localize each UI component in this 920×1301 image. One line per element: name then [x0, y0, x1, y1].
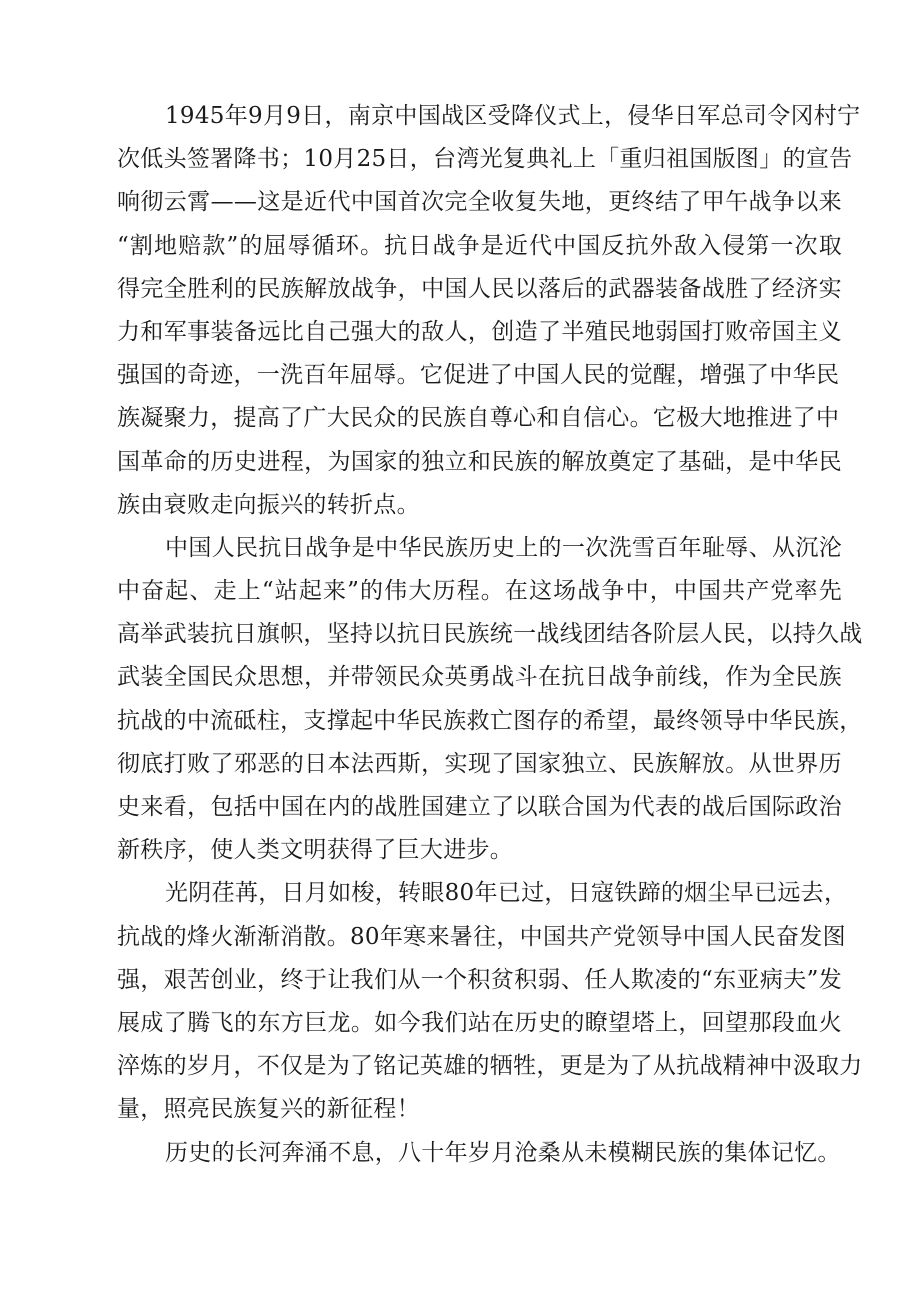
paragraph-line: 彻底打败了邪恶的日本法西斯，实现了国家独立、民族解放。从世界历 — [117, 750, 842, 777]
article-body — [117, 95, 863, 1175]
paragraph-line: 中国人民抗日战争是中华民族历史上的一次洗雪百年耻辱、从沉沦 — [165, 534, 842, 561]
paragraph-2 — [117, 527, 863, 873]
paragraph-line: 光阴荏苒，日月如梭，转眼80年已过，日寇铁蹄的烟尘早已远去， — [165, 880, 848, 907]
paragraph-line: 国革命的历史进程，为国家的独立和民族的解放奠定了基础，是中华民 — [117, 448, 842, 475]
paragraph-line: 力和军事装备远比自己强大的敌人，创造了半殖民地弱国打败帝国主义 — [117, 318, 842, 345]
paragraph-line: 淬炼的岁月，不仅是为了铭记英雄的牺牲，更是为了从抗战精神中汲取力 — [117, 1053, 863, 1080]
paragraph-line: 强国的奇迹，一洗百年屈辱。它促进了中国人民的觉醒，增强了中华民 — [117, 362, 840, 389]
paragraph-4 — [117, 1132, 842, 1175]
paragraph-line: 武装全国民众思想，并带领民众英勇战斗在抗日战争前线，作为全民族 — [117, 664, 842, 691]
paragraph-line: 高举武装抗日旗帜，坚持以抗日民族统一战线团结各阶层人民，以持久战 — [117, 621, 863, 648]
paragraph-line: 响彻云霄——这是近代中国首次完全收复失地，更终结了甲午战争以来 — [117, 189, 842, 216]
paragraph-line: 中奋起、走上“站起来”的伟大历程。在这场战争中，中国共产党率先 — [117, 578, 842, 605]
paragraph-line: 族由衰败走向振兴的转折点。 — [117, 491, 420, 518]
paragraph-line: 量，照亮民族复兴的新征程！ — [117, 1096, 420, 1123]
paragraph-line: 族凝聚力，提高了广大民众的民族自尊心和自信心。它极大地推进了中 — [117, 405, 840, 432]
paragraph-line: 抗战的中流砥柱，支撑起中华民族救亡图存的希望，最终领导中华民族， — [117, 707, 863, 734]
paragraph-line: “割地赔款”的屈辱循环。抗日战争是近代中国反抗外敌入侵第一次取 — [117, 232, 842, 259]
paragraph-line: 展成了腾飞的东方巨龙。如今我们站在历史的瞭望塔上，回望那段血火 — [117, 1009, 842, 1036]
paragraph-1 — [117, 95, 861, 527]
paragraph-line: 抗战的烽火渐渐消散。80年寒来暑往，中国共产党领导中国人民奋发图 — [117, 923, 846, 950]
paragraph-line: 得完全胜利的民族解放战争，中国人民以落后的武器装备战胜了经济实 — [117, 275, 842, 302]
paragraph-line: 次低头签署降书；10月25日，台湾光复典礼上「重归祖国版图」的宣告 — [117, 146, 853, 173]
paragraph-3 — [117, 872, 863, 1131]
paragraph-line: 1945年9月9日，南京中国战区受降仪式上，侵华日军总司令冈村宁 — [165, 103, 861, 129]
paragraph-line: 史来看，包括中国在内的战胜国建立了以联合国为代表的战后国际政治 — [117, 794, 842, 820]
paragraph-line: 新秩序，使人类文明获得了巨大进步。 — [117, 837, 514, 864]
paragraph-line: 历史的长河奔涌不息，八十年岁月沧桑从未模糊民族的集体记忆。 — [165, 1139, 841, 1166]
paragraph-line: 强，艰苦创业，终于让我们从一个积贫积弱、任人欺凌的“东亚病夫”发 — [117, 966, 842, 993]
